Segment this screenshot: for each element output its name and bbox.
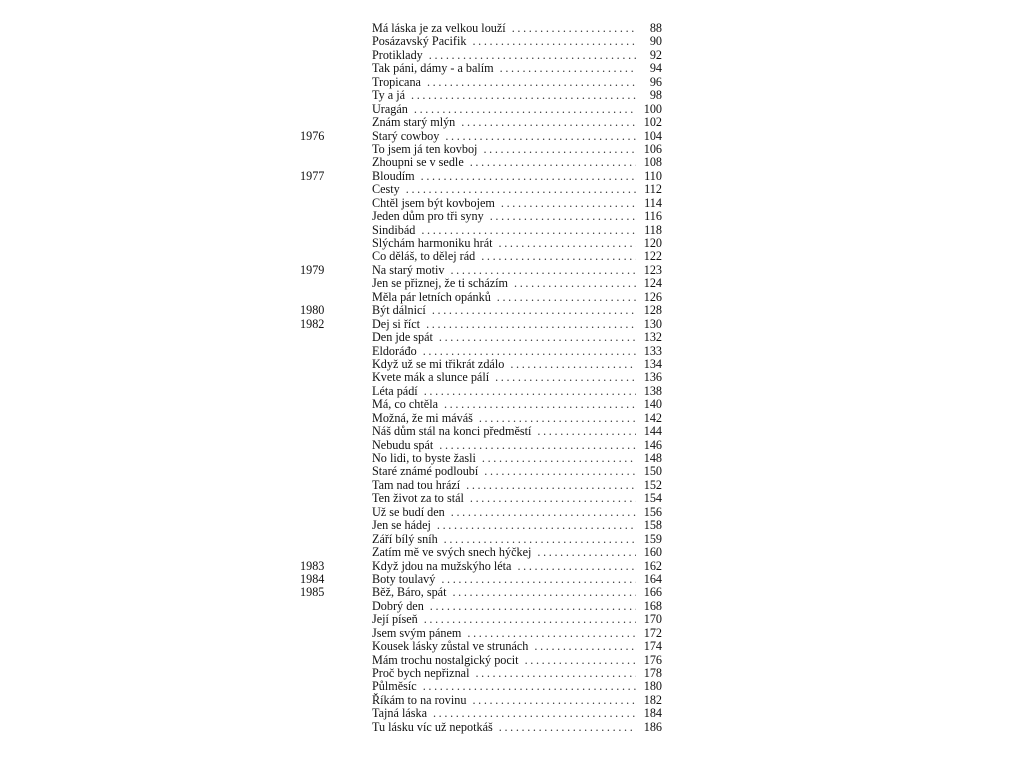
toc-entry-line [372, 707, 662, 720]
toc-entry-page-number: 106 [643, 141, 662, 156]
toc-entry-page-number: 174 [643, 639, 662, 654]
toc-entry-line [372, 546, 662, 559]
toc-entry-line [372, 291, 662, 304]
toc-entry-title: To jsem já ten kovboj [372, 141, 478, 156]
toc-entry-line [372, 465, 662, 478]
toc-entry-line [372, 156, 662, 169]
toc-entry [300, 103, 662, 116]
toc-dot-leader [472, 694, 636, 707]
toc-entry-title: Jeden dům pro tři syny [372, 209, 484, 224]
toc-entry-title: Jen se přiznej, že ti scházím [372, 276, 509, 291]
toc-entry [300, 183, 662, 196]
toc-entry-title: Jsem svým pánem [372, 625, 462, 640]
toc-entry-line [372, 116, 662, 129]
toc-entry [300, 506, 662, 519]
toc-entry [300, 600, 662, 613]
toc-entry [300, 707, 662, 720]
toc-entry-title: Den jde spát [372, 330, 433, 345]
toc-entry [300, 304, 662, 317]
toc-dot-leader [472, 35, 636, 48]
toc-entry-page-number: 138 [643, 383, 662, 398]
toc-dot-leader [429, 49, 636, 62]
toc-dot-leader [467, 627, 636, 640]
toc-entry-page-number: 184 [643, 706, 662, 721]
toc-entry [300, 694, 662, 707]
toc-entry-title: Být dálnicí [372, 303, 426, 318]
toc-entry-line [372, 304, 662, 317]
toc-dot-leader [411, 89, 636, 102]
toc-entry-title: Mám trochu nostalgický pocit [372, 652, 519, 667]
toc-entry-title: Tak páni, dámy - a balím [372, 61, 494, 76]
toc-entry-title: Ty a já [372, 88, 405, 103]
table-of-contents [300, 22, 662, 734]
toc-dot-leader [470, 492, 636, 505]
toc-entry-line [372, 224, 662, 237]
toc-entry-page-number: 132 [643, 330, 662, 345]
toc-dot-leader [444, 398, 636, 411]
toc-dot-leader [432, 304, 636, 317]
toc-entry-page-number: 150 [643, 464, 662, 479]
toc-dot-leader [406, 183, 636, 196]
toc-entry-page-number: 116 [644, 209, 662, 224]
toc-entry-page-number: 148 [643, 451, 662, 465]
toc-dot-leader [452, 586, 636, 599]
toc-entry-page-number: 140 [643, 397, 662, 412]
toc-entry-title: Běž, Báro, spát [372, 585, 447, 600]
toc-entry [300, 170, 662, 183]
toc-entry [300, 49, 662, 62]
toc-entry-title: Kvete mák a slunce pálí [372, 370, 490, 385]
toc-entry-title: Tropicana [372, 74, 421, 89]
toc-dot-leader [423, 345, 636, 358]
toc-entry-line [372, 573, 662, 586]
toc-entry-page-number: 142 [643, 410, 662, 425]
toc-entry [300, 237, 662, 250]
toc-dot-leader [481, 250, 636, 263]
toc-entry-line [372, 721, 662, 734]
toc-entry-title: Na starý motiv [372, 262, 445, 277]
toc-entry [300, 519, 662, 532]
toc-dot-leader [475, 667, 636, 680]
toc-entry [300, 210, 662, 223]
toc-entry-title: Slýchám harmoniku hrát [372, 236, 493, 250]
toc-entry-title: Má, co chtěla [372, 397, 438, 412]
toc-entry-title: Dobrý den [372, 598, 424, 613]
toc-entry-page-number: 154 [643, 491, 662, 506]
toc-dot-leader [439, 439, 636, 452]
toc-entry-page-number: 96 [649, 74, 662, 89]
toc-entry-line [372, 237, 662, 250]
toc-dot-leader [437, 519, 636, 532]
toc-entry-page-number: 170 [643, 612, 662, 627]
toc-entry-title: Září bílý sníh [372, 531, 438, 546]
toc-entry [300, 197, 662, 210]
toc-entry [300, 465, 662, 478]
toc-dot-leader [450, 264, 636, 277]
toc-entry-page-number: 130 [643, 316, 662, 331]
toc-dot-leader [470, 156, 636, 169]
toc-entry [300, 156, 662, 169]
toc-entry-line [372, 264, 662, 277]
toc-entry-line [372, 331, 662, 344]
toc-entry-line [372, 398, 662, 411]
toc-dot-leader [517, 560, 636, 573]
toc-entry-title: Ten život za to stál [372, 491, 464, 506]
toc-entry [300, 130, 662, 143]
toc-entry-line [372, 479, 662, 492]
toc-entry [300, 492, 662, 505]
toc-entry-page-number: 156 [643, 504, 662, 519]
toc-entry-line [372, 371, 662, 384]
toc-entry [300, 439, 662, 452]
toc-entry-title: Když už se mi třikrát zdálo [372, 356, 505, 371]
toc-dot-leader [484, 465, 636, 478]
toc-entry-line [372, 640, 662, 653]
toc-entry-page-number: 122 [643, 249, 662, 264]
toc-entry-title: Už se budí den [372, 504, 445, 519]
toc-entry-page-number: 123 [643, 262, 662, 277]
toc-entry [300, 143, 662, 156]
toc-entry-line [372, 613, 662, 626]
toc-entry-page-number: 128 [643, 303, 662, 318]
toc-dot-leader [537, 546, 636, 559]
toc-entry-year: 1984 [300, 571, 325, 586]
toc-entry-title: Měla pár letních opánků [372, 289, 491, 304]
toc-entry [300, 721, 662, 734]
toc-entry-year: 1982 [300, 316, 325, 331]
toc-entry-title: Půlměsíc [372, 679, 417, 694]
toc-dot-leader [499, 237, 637, 250]
toc-entry-line [372, 170, 662, 183]
toc-entry-page-number: 102 [643, 115, 662, 130]
toc-entry-year: 1976 [300, 128, 325, 143]
toc-entry-title: Co děláš, to dělej rád [372, 249, 476, 264]
toc-entry [300, 560, 662, 573]
toc-entry-line [372, 694, 662, 707]
toc-dot-leader [525, 654, 636, 667]
toc-dot-leader [466, 479, 636, 492]
toc-entry-title: Posázavský Pacifik [372, 34, 467, 49]
toc-dot-leader [427, 76, 636, 89]
toc-entry [300, 479, 662, 492]
toc-entry [300, 586, 662, 599]
toc-dot-leader [534, 640, 636, 653]
toc-entry-line [372, 627, 662, 640]
toc-entry-title: Uragán [372, 101, 408, 116]
toc-dot-leader [414, 103, 636, 116]
toc-dot-leader [424, 385, 636, 398]
toc-entry-page-number: 118 [644, 222, 662, 237]
toc-entry-page-number: 164 [643, 571, 662, 586]
toc-entry-page-number: 178 [643, 666, 662, 680]
toc-entry-page-number: 158 [643, 518, 662, 533]
toc-entry-page-number: 186 [643, 719, 662, 734]
toc-entry-title: Když jdou na mužskýho léta [372, 558, 512, 573]
toc-entry [300, 264, 662, 277]
toc-dot-leader [421, 170, 636, 183]
toc-entry [300, 533, 662, 546]
toc-entry-title: Jen se hádej [372, 518, 431, 533]
toc-entry-title: Tam nad tou hrází [372, 477, 461, 492]
toc-entry [300, 76, 662, 89]
toc-entry [300, 425, 662, 438]
toc-entry-page-number: 172 [643, 625, 662, 640]
toc-entry-title: Kousek lásky zůstal ve strunách [372, 639, 529, 654]
toc-entry-line [372, 452, 662, 465]
toc-entry [300, 398, 662, 411]
toc-dot-leader [423, 680, 636, 693]
toc-dot-leader [445, 130, 636, 143]
toc-entry-line [372, 519, 662, 532]
toc-entry-line [372, 35, 662, 48]
toc-entry-title: Chtěl jsem být kovbojem [372, 195, 495, 210]
toc-entry-line [372, 439, 662, 452]
toc-entry-title: Eldoráđo [372, 343, 417, 358]
toc-dot-leader [479, 412, 636, 425]
toc-entry-page-number: 120 [643, 236, 662, 250]
toc-entry-page-number: 162 [643, 558, 662, 573]
toc-entry-page-number: 182 [643, 692, 662, 707]
toc-entry-page-number: 88 [649, 21, 662, 35]
toc-entry-line [372, 143, 662, 156]
toc-entry [300, 318, 662, 331]
toc-entry-line [372, 277, 662, 290]
toc-entry-line [372, 533, 662, 546]
toc-entry [300, 331, 662, 344]
toc-dot-leader [499, 721, 636, 734]
toc-entry [300, 116, 662, 129]
toc-entry-line [372, 654, 662, 667]
toc-entry-page-number: 133 [643, 343, 662, 358]
toc-entry-page-number: 92 [649, 47, 662, 62]
toc-entry-line [372, 210, 662, 223]
toc-entry-year: 1980 [300, 303, 325, 318]
toc-dot-leader [430, 600, 636, 613]
toc-entry-page-number: 104 [643, 128, 662, 143]
toc-dot-leader [483, 143, 636, 156]
toc-dot-leader [495, 371, 636, 384]
toc-entry-title: Nebudu spát [372, 437, 434, 452]
toc-entry-page-number: 146 [643, 437, 662, 452]
toc-entry-title: Cesty [372, 182, 400, 197]
toc-entry-page-number: 126 [643, 289, 662, 304]
toc-entry-line [372, 506, 662, 519]
toc-entry-year: 1985 [300, 585, 325, 600]
toc-entry [300, 667, 662, 680]
toc-entry-line [372, 22, 662, 35]
toc-entry-page-number: 152 [643, 477, 662, 492]
toc-entry-title: Náš dům stál na konci předměstí [372, 424, 532, 439]
toc-entry-title: Léta pádí [372, 383, 418, 398]
toc-dot-leader [421, 224, 636, 237]
toc-entry-page-number: 160 [643, 545, 662, 560]
toc-dot-leader [426, 318, 636, 331]
toc-entry [300, 345, 662, 358]
toc-entry-line [372, 197, 662, 210]
toc-entry-line [372, 412, 662, 425]
toc-entry-line [372, 492, 662, 505]
toc-dot-leader [514, 277, 636, 290]
toc-entry-page-number: 144 [643, 424, 662, 439]
toc-entry-page-number: 98 [649, 88, 662, 103]
toc-entry [300, 452, 662, 465]
toc-entry [300, 385, 662, 398]
toc-dot-leader [501, 197, 636, 210]
toc-entry-line [372, 89, 662, 102]
toc-entry-title: Staré známé podloubí [372, 464, 479, 479]
toc-entry [300, 291, 662, 304]
toc-entry-line [372, 600, 662, 613]
toc-entry-page-number: 166 [643, 585, 662, 600]
toc-entry-year: 1979 [300, 262, 325, 277]
toc-entry-page-number: 134 [643, 356, 662, 371]
toc-entry-title: Znám starý mlýn [372, 115, 456, 130]
toc-entry-title: Tajná láska [372, 706, 427, 721]
toc-entry-line [372, 103, 662, 116]
toc-dot-leader [451, 506, 636, 519]
toc-entry-year: 1983 [300, 558, 325, 573]
toc-entry-line [372, 62, 662, 75]
toc-entry-line [372, 560, 662, 573]
toc-entry [300, 680, 662, 693]
toc-entry-line [372, 425, 662, 438]
toc-entry [300, 22, 662, 35]
toc-entry-title: Protiklady [372, 47, 423, 62]
toc-entry-title: Dej si říct [372, 316, 421, 331]
toc-entry-page-number: 108 [643, 155, 662, 170]
toc-entry-page-number: 94 [649, 61, 662, 76]
toc-entry-page-number: 114 [644, 195, 662, 210]
toc-entry [300, 358, 662, 371]
toc-dot-leader [500, 62, 636, 75]
toc-entry [300, 277, 662, 290]
toc-entry-line [372, 385, 662, 398]
toc-entry-line [372, 183, 662, 196]
toc-entry [300, 654, 662, 667]
toc-entry-title: Zatím mě ve svých snech hýčkej [372, 545, 532, 560]
toc-entry-page-number: 100 [643, 101, 662, 116]
toc-dot-leader [461, 116, 636, 129]
toc-entry-title: Její píseň [372, 612, 418, 627]
toc-entry-page-number: 176 [643, 652, 662, 667]
toc-entry-page-number: 168 [643, 598, 662, 613]
toc-entry-title: No lidi, to byste žasli [372, 451, 476, 465]
toc-dot-leader [490, 210, 636, 223]
toc-entry-line [372, 76, 662, 89]
toc-entry-title: Říkám to na rovinu [372, 692, 467, 707]
toc-dot-leader [444, 533, 636, 546]
toc-dot-leader [433, 707, 636, 720]
toc-entry-page-number: 124 [643, 276, 662, 291]
toc-dot-leader [482, 452, 636, 465]
toc-dot-leader [497, 291, 636, 304]
toc-entry [300, 627, 662, 640]
toc-entry-line [372, 130, 662, 143]
toc-entry [300, 573, 662, 586]
toc-entry [300, 613, 662, 626]
toc-dot-leader [512, 22, 636, 35]
toc-entry-title: Boty toulavý [372, 571, 436, 586]
toc-entry [300, 371, 662, 384]
toc-entry [300, 250, 662, 263]
toc-entry-line [372, 318, 662, 331]
toc-entry-line [372, 49, 662, 62]
toc-entry-title: Zhoupni se v sedle [372, 155, 464, 170]
toc-entry-page-number: 180 [643, 679, 662, 694]
toc-entry [300, 640, 662, 653]
toc-entry-page-number: 112 [644, 182, 662, 197]
toc-entry-line [372, 667, 662, 680]
toc-dot-leader [510, 358, 636, 371]
toc-entry-title: Tu lásku víc už nepotkáš [372, 719, 493, 734]
toc-dot-leader [441, 573, 636, 586]
toc-entry-line [372, 680, 662, 693]
toc-entry-title: Má láska je za velkou louží [372, 21, 506, 35]
toc-entry-title: Sindibád [372, 222, 416, 237]
toc-entry-title: Proč bych nepřiznal [372, 666, 470, 680]
toc-entry-line [372, 586, 662, 599]
toc-entry [300, 62, 662, 75]
toc-entry-page-number: 90 [649, 34, 662, 49]
toc-entry-title: Možná, že mi máváš [372, 410, 473, 425]
toc-entry-title: Bloudím [372, 168, 415, 183]
toc-entry-title: Starý cowboy [372, 128, 440, 143]
toc-entry [300, 89, 662, 102]
toc-entry-line [372, 250, 662, 263]
toc-entry-year: 1977 [300, 168, 325, 183]
toc-entry [300, 224, 662, 237]
toc-entry-page-number: 110 [644, 168, 662, 183]
toc-entry [300, 412, 662, 425]
toc-entry [300, 35, 662, 48]
toc-entry [300, 546, 662, 559]
toc-entry-line [372, 358, 662, 371]
toc-entry-line [372, 345, 662, 358]
toc-dot-leader [439, 331, 636, 344]
toc-dot-leader [537, 425, 636, 438]
toc-dot-leader [424, 613, 636, 626]
toc-entry-page-number: 159 [643, 531, 662, 546]
toc-entry-page-number: 136 [643, 370, 662, 385]
